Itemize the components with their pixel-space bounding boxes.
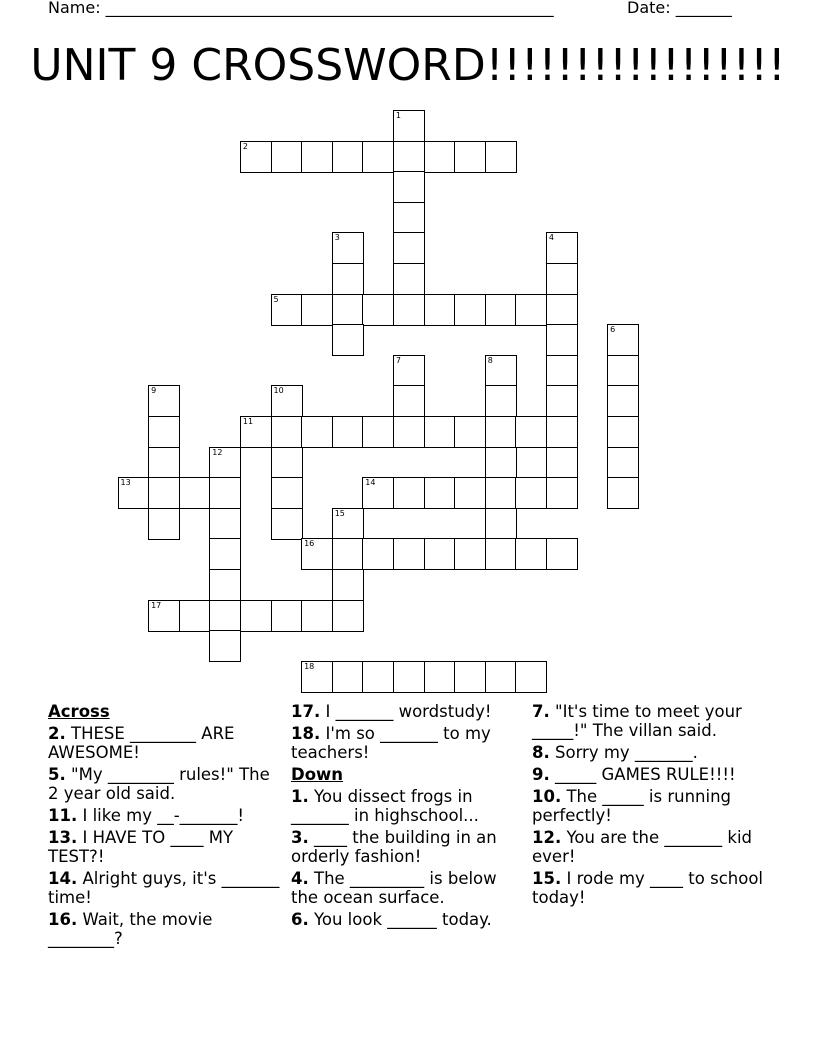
crossword-cell[interactable] xyxy=(546,294,578,326)
crossword-cell[interactable] xyxy=(393,171,425,203)
crossword-cell[interactable] xyxy=(179,477,211,509)
crossword-cell[interactable] xyxy=(393,141,425,173)
crossword-cell[interactable] xyxy=(271,508,303,540)
clue-across-18: 18. I'm so _______ to my teachers! xyxy=(291,724,491,762)
crossword-cell[interactable] xyxy=(393,202,425,234)
clue-down-10: 10. The _____ is running perfectly! xyxy=(532,787,732,825)
crossword-cell[interactable] xyxy=(485,538,517,570)
crossword-cell[interactable] xyxy=(424,141,456,173)
crossword-cell[interactable] xyxy=(454,294,486,326)
crossword-cell[interactable] xyxy=(301,600,333,632)
crossword-cell[interactable] xyxy=(454,661,486,693)
crossword-cell[interactable] xyxy=(148,508,180,540)
crossword-cell[interactable] xyxy=(271,294,303,326)
crossword-cell[interactable] xyxy=(332,232,364,264)
crossword-cell[interactable] xyxy=(546,324,578,356)
crossword-cell[interactable] xyxy=(515,416,547,448)
crossword-cell[interactable] xyxy=(301,661,333,693)
crossword-cell[interactable] xyxy=(424,661,456,693)
clue-number: 18 xyxy=(304,661,315,671)
clues-column-2 xyxy=(291,702,526,932)
crossword-cell[interactable] xyxy=(209,447,241,479)
crossword-cell[interactable] xyxy=(240,416,272,448)
clue-down-12: 12. You are the _______ kid ever! xyxy=(532,828,753,866)
page-title: UNIT 9 CROSSWORD!!!!!!!!!!!!!!!!! xyxy=(30,40,786,91)
crossword-cell[interactable] xyxy=(209,569,241,601)
crossword-cell[interactable] xyxy=(301,294,333,326)
name-field-label: Name: ________________________________________________________ xyxy=(48,0,554,17)
crossword-cell[interactable] xyxy=(515,661,547,693)
down-heading: Down xyxy=(291,765,344,784)
clue-down-6: 6. You look ______ today. xyxy=(291,910,492,929)
clue-number: 6 xyxy=(610,325,616,335)
crossword-cell[interactable] xyxy=(240,141,272,173)
crossword-cell[interactable] xyxy=(393,294,425,326)
crossword-cell[interactable] xyxy=(148,600,180,632)
crossword-cell[interactable] xyxy=(240,600,272,632)
crossword-cell[interactable] xyxy=(148,477,180,509)
crossword-cell[interactable] xyxy=(485,508,517,540)
clue-down-1: 1. You dissect frogs in _______ in highschool... xyxy=(291,787,479,825)
crossword-cell[interactable] xyxy=(362,416,394,448)
crossword-cell[interactable] xyxy=(546,263,578,295)
clue-number: 17 xyxy=(151,600,162,610)
crossword-cell[interactable] xyxy=(393,110,425,142)
crossword-cell[interactable] xyxy=(515,477,547,509)
crossword-cell[interactable] xyxy=(271,385,303,417)
clues-column-3 xyxy=(532,702,767,910)
crossword-cell[interactable] xyxy=(607,416,639,448)
crossword-cell[interactable] xyxy=(332,569,364,601)
clue-number: 15 xyxy=(334,508,345,518)
crossword-cell[interactable] xyxy=(454,141,486,173)
crossword-cell[interactable] xyxy=(332,294,364,326)
crossword-cell[interactable] xyxy=(607,385,639,417)
crossword-cell[interactable] xyxy=(271,600,303,632)
crossword-cell[interactable] xyxy=(179,600,211,632)
crossword-cell[interactable] xyxy=(362,538,394,570)
clue-number: 2 xyxy=(242,141,248,151)
clue-across-13: 13. I HAVE TO ____ MY TEST?! xyxy=(48,828,234,866)
clue-number: 3 xyxy=(334,233,340,243)
crossword-cell[interactable] xyxy=(607,477,639,509)
crossword-cell[interactable] xyxy=(515,294,547,326)
crossword-cell[interactable] xyxy=(209,538,241,570)
crossword-cell[interactable] xyxy=(209,600,241,632)
crossword-cell[interactable] xyxy=(332,263,364,295)
crossword-cell[interactable] xyxy=(393,661,425,693)
clue-across-16: 16. Wait, the movie ________? xyxy=(48,910,213,948)
crossword-cell[interactable] xyxy=(332,324,364,356)
crossword-cell[interactable] xyxy=(209,477,241,509)
crossword-cell[interactable] xyxy=(332,538,364,570)
crossword-cell[interactable] xyxy=(393,232,425,264)
clue-across-14: 14. Alright guys, it's _______ time! xyxy=(48,869,280,907)
clue-number: 13 xyxy=(120,478,131,488)
clue-down-7: 7. "It's time to meet your _____!" The villan said. xyxy=(532,702,742,740)
crossword-cell[interactable] xyxy=(301,141,333,173)
crossword-cell[interactable] xyxy=(454,416,486,448)
crossword-cell[interactable] xyxy=(393,355,425,387)
crossword-cell[interactable] xyxy=(362,141,394,173)
crossword-cell[interactable] xyxy=(454,477,486,509)
crossword-cell[interactable] xyxy=(485,416,517,448)
crossword-cell[interactable] xyxy=(485,447,517,479)
clue-down-9: 9. _____ GAMES RULE!!!! xyxy=(532,765,736,784)
crossword-cell[interactable] xyxy=(485,477,517,509)
clue-down-8: 8. Sorry my _______. xyxy=(532,743,698,762)
clue-number: 8 xyxy=(487,355,493,365)
clue-number: 7 xyxy=(395,355,401,365)
clue-number: 14 xyxy=(365,478,376,488)
clue-number: 10 xyxy=(273,386,284,396)
clues-column-1 xyxy=(48,702,283,951)
crossword-cell[interactable] xyxy=(148,447,180,479)
crossword-cell[interactable] xyxy=(424,477,456,509)
crossword-cell[interactable] xyxy=(271,141,303,173)
crossword-cell[interactable] xyxy=(209,630,241,662)
crossword-cell[interactable] xyxy=(362,294,394,326)
crossword-cell[interactable] xyxy=(301,416,333,448)
crossword-cell[interactable] xyxy=(607,324,639,356)
crossword-cell[interactable] xyxy=(607,447,639,479)
crossword-cell[interactable] xyxy=(485,294,517,326)
crossword-cell[interactable] xyxy=(485,661,517,693)
crossword-cell[interactable] xyxy=(485,355,517,387)
across-heading: Across xyxy=(48,702,110,721)
crossword-cell[interactable] xyxy=(393,416,425,448)
crossword-cell[interactable] xyxy=(546,416,578,448)
clue-number: 12 xyxy=(212,447,223,457)
crossword-cell[interactable] xyxy=(148,385,180,417)
clue-number: 4 xyxy=(548,233,554,243)
crossword-cell[interactable] xyxy=(515,538,547,570)
crossword-cell[interactable] xyxy=(546,477,578,509)
crossword-cell[interactable] xyxy=(393,263,425,295)
clue-number: 16 xyxy=(304,539,315,549)
crossword-cell[interactable] xyxy=(546,355,578,387)
clue-across-17: 17. I _______ wordstudy! xyxy=(291,702,492,721)
crossword-cell[interactable] xyxy=(546,447,578,479)
crossword-cell[interactable] xyxy=(546,385,578,417)
clue-down-3: 3. ____ the building in an orderly fashion! xyxy=(291,828,497,866)
clue-across-2: 2. THESE ________ ARE AWESOME! xyxy=(48,724,235,762)
crossword-cell[interactable] xyxy=(332,508,364,540)
crossword-cell[interactable] xyxy=(424,538,456,570)
crossword-cell[interactable] xyxy=(393,385,425,417)
clue-across-11: 11. I like my __-_______! xyxy=(48,806,245,825)
clue-down-4: 4. The _________ is below the ocean surface. xyxy=(291,869,497,907)
crossword-cell[interactable] xyxy=(271,477,303,509)
crossword-cell[interactable] xyxy=(118,477,150,509)
crossword-cell[interactable] xyxy=(393,538,425,570)
crossword-cell[interactable] xyxy=(362,661,394,693)
crossword-cell[interactable] xyxy=(362,477,394,509)
clue-number: 11 xyxy=(242,417,254,426)
clue-down-15: 15. I rode my ____ to school today! xyxy=(532,869,764,907)
crossword-cell[interactable] xyxy=(209,508,241,540)
date-field-label: Date: _______ xyxy=(627,0,732,17)
crossword-cell[interactable] xyxy=(454,538,486,570)
crossword-cell[interactable] xyxy=(332,600,364,632)
crossword-cell[interactable] xyxy=(393,477,425,509)
crossword-cell[interactable] xyxy=(271,447,303,479)
crossword-cell[interactable] xyxy=(271,416,303,448)
clue-number: 9 xyxy=(151,386,157,396)
crossword-cell[interactable] xyxy=(485,385,517,417)
clue-number: 5 xyxy=(273,294,279,304)
crossword-cell[interactable] xyxy=(332,416,364,448)
crossword-cell[interactable] xyxy=(546,232,578,264)
crossword-cell[interactable] xyxy=(424,294,456,326)
crossword-cell[interactable] xyxy=(332,141,364,173)
crossword-cell[interactable] xyxy=(546,538,578,570)
crossword-cell[interactable] xyxy=(607,355,639,387)
clue-across-5: 5. "My ________ rules!" The 2 year old said. xyxy=(48,765,270,803)
crossword-cell[interactable] xyxy=(148,416,180,448)
crossword-cell[interactable] xyxy=(332,661,364,693)
crossword-cell[interactable] xyxy=(424,416,456,448)
crossword-cell[interactable] xyxy=(301,538,333,570)
clue-number: 1 xyxy=(395,111,401,120)
crossword-cell[interactable] xyxy=(485,141,517,173)
